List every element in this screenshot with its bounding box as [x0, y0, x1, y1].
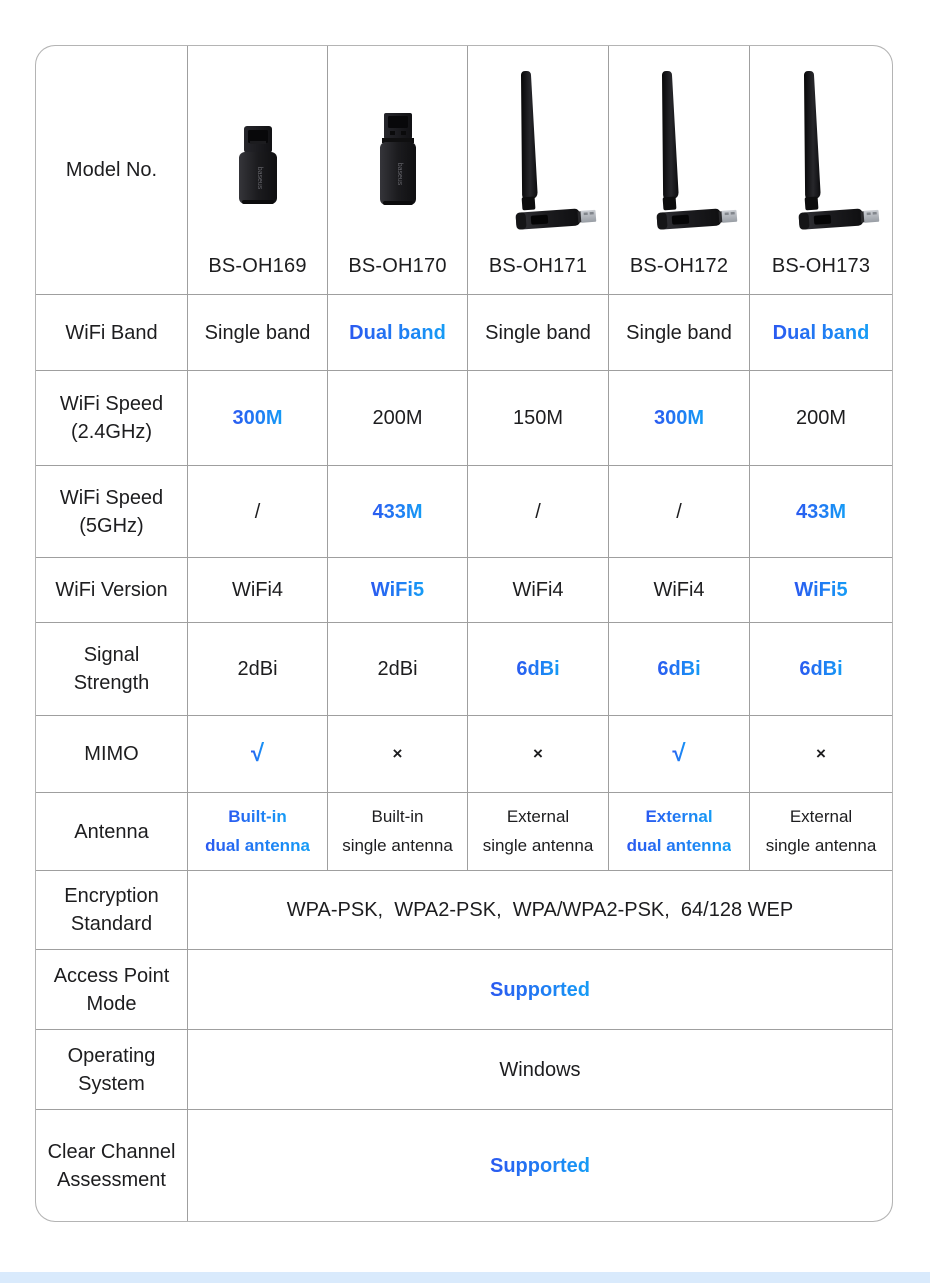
row-label-wifi-speed-24: [36, 371, 187, 465]
usb-dongle-image: [367, 112, 429, 210]
table-cell: [750, 623, 892, 715]
cell-value: WPA-PSK, WPA2-PSK, WPA/WPA2-PSK, 64/128 WEP: [286, 899, 794, 921]
cell-value: Supported: [490, 976, 590, 1004]
cell-value: 2dBi: [237, 658, 278, 680]
cell-value: WiFi5: [371, 576, 424, 604]
check-icon: √: [251, 737, 264, 771]
cell-value: WiFi4: [512, 579, 564, 601]
model-name: BS-OH172: [629, 255, 729, 277]
table-cell-merged: [188, 950, 892, 1029]
cell-value: 6dBi: [657, 655, 700, 683]
table-cell: [750, 716, 892, 792]
row-label-wifi-band: [36, 295, 187, 370]
cell-value: single antenna: [482, 835, 594, 855]
table-cell: [750, 558, 892, 622]
table-cell: [750, 295, 892, 370]
cell-value: /: [676, 500, 682, 523]
cell-value: 300M: [232, 404, 282, 432]
table-cell: [188, 558, 327, 622]
cell-value: External: [789, 807, 853, 827]
antenna-adapter-image: [619, 70, 739, 234]
row-label-text: WiFi Speed: [59, 486, 164, 509]
row-label-wifi-version: [36, 558, 187, 622]
cell-value: Windows: [499, 1058, 581, 1081]
cell-value: Built-in: [228, 803, 287, 831]
cell-value: /: [254, 500, 261, 523]
product-cell-bs-oh173: [750, 46, 892, 294]
model-name: BS-OH170: [348, 255, 447, 277]
cell-value: 6dBi: [799, 655, 842, 683]
cell-value: WiFi4: [231, 579, 284, 601]
cell-value: 2dBi: [377, 658, 418, 680]
table-cell: [328, 558, 467, 622]
table-cell: [468, 716, 608, 792]
table-cell: [328, 793, 467, 870]
row-label-signal-strength: [36, 623, 187, 715]
row-label-clear-channel-assessment: [36, 1110, 187, 1221]
row-label-text: Clear Channel: [47, 1140, 176, 1163]
cell-value: 6dBi: [516, 655, 559, 683]
table-cell: [188, 295, 327, 370]
model-name: BS-OH169: [208, 255, 307, 277]
cell-value: Dual band: [349, 319, 446, 347]
table-cell: [328, 295, 467, 370]
usb-dongle-image: [227, 125, 289, 207]
cell-value: 200M: [372, 407, 423, 429]
cell-value: 433M: [796, 498, 846, 526]
cell-value: Dual band: [773, 319, 870, 347]
row-label-encryption-standard: [36, 871, 187, 949]
table-cell: [468, 295, 608, 370]
cell-value: /: [535, 500, 541, 523]
cell-value: single antenna: [342, 835, 453, 855]
antenna-adapter-image: [478, 70, 598, 234]
cell-value: single antenna: [765, 835, 877, 855]
row-label-mimo: [36, 716, 187, 792]
cell-value: External: [645, 803, 712, 831]
cell-value: Single band: [626, 321, 732, 344]
cell-value: External: [506, 807, 570, 827]
row-label-text: MIMO: [84, 743, 139, 765]
table-cell: [609, 295, 749, 370]
cell-value: 200M: [795, 407, 847, 429]
row-label-text: System: [78, 1072, 145, 1095]
row-label-text: Standard: [70, 913, 153, 935]
row-label-access-point-mode: [36, 950, 187, 1029]
table-cell: [609, 558, 749, 622]
table-cell: [468, 558, 608, 622]
table-cell: [468, 793, 608, 870]
cross-icon: ×: [392, 744, 403, 764]
bottom-accent-bar: [0, 1272, 930, 1283]
table-cell: [468, 623, 608, 715]
cell-value: Single band: [204, 321, 311, 344]
table-cell-merged: [188, 1030, 892, 1109]
comparison-table: [35, 45, 893, 1222]
product-cell-bs-oh172: [609, 46, 749, 294]
product-cell-bs-oh169: [188, 46, 327, 294]
check-icon: √: [672, 737, 685, 771]
cell-value: Built-in: [371, 807, 424, 827]
row-label-wifi-speed-5: [36, 466, 187, 557]
table-cell: [328, 466, 467, 557]
row-label-text: Antenna: [74, 820, 149, 843]
table-cell: [609, 623, 749, 715]
row-label-text: WiFi Speed: [59, 393, 164, 415]
cell-value: dual antenna: [205, 832, 310, 860]
cell-value: dual antenna: [627, 832, 732, 860]
cell-value: Single band: [485, 321, 591, 344]
row-label-text: WiFi Version: [55, 579, 168, 601]
table-cell: [188, 716, 327, 792]
table-cell: [468, 466, 608, 557]
cell-value: WiFi5: [794, 576, 847, 604]
row-label-text: Strength: [73, 672, 150, 694]
cell-value: WiFi4: [653, 579, 705, 601]
model-name: BS-OH171: [488, 255, 588, 277]
table-cell-merged: [188, 871, 892, 949]
table-cell: [188, 623, 327, 715]
row-label-text: Model No.: [65, 159, 158, 181]
svg-text:baseus: baseus: [395, 162, 403, 186]
row-label-text: WiFi Band: [65, 321, 158, 344]
cell-value: 433M: [372, 498, 422, 526]
row-label-text: Encryption: [64, 885, 159, 907]
table-cell: [188, 793, 327, 870]
table-cell: [750, 793, 892, 870]
row-label-text: Access Point: [53, 964, 170, 987]
table-cell: [328, 623, 467, 715]
table-cell-merged: [188, 1110, 892, 1221]
antenna-adapter-image: [761, 70, 881, 234]
table-cell: [468, 371, 608, 465]
cross-icon: ×: [816, 744, 826, 764]
cross-icon: ×: [533, 744, 543, 764]
cell-value: 300M: [654, 404, 704, 432]
row-label-text: Assessment: [57, 1168, 166, 1191]
model-name: BS-OH173: [771, 255, 871, 277]
table-cell: [188, 371, 327, 465]
table-cell: [609, 793, 749, 870]
row-label-text: Signal: [83, 644, 140, 666]
table-cell: [750, 466, 892, 557]
table-cell: [328, 716, 467, 792]
cell-value: 150M: [512, 407, 564, 429]
row-label-model-no: [36, 46, 187, 294]
row-label-text: Mode: [86, 992, 137, 1015]
row-label-antenna: [36, 793, 187, 870]
product-cell-bs-oh170: [328, 46, 467, 294]
row-label-text: (2.4GHz): [70, 421, 153, 443]
table-cell: [609, 371, 749, 465]
product-cell-bs-oh171: [468, 46, 608, 294]
svg-text:baseus: baseus: [255, 166, 263, 190]
row-label-operating-system: [36, 1030, 187, 1109]
table-cell: [188, 466, 327, 557]
table-cell: [609, 466, 749, 557]
cell-value: Supported: [490, 1152, 590, 1180]
row-label-text: (5GHz): [79, 514, 144, 537]
table-cell: [328, 371, 467, 465]
row-label-text: Operating: [67, 1044, 156, 1067]
table-cell: [750, 371, 892, 465]
table-cell: [609, 716, 749, 792]
